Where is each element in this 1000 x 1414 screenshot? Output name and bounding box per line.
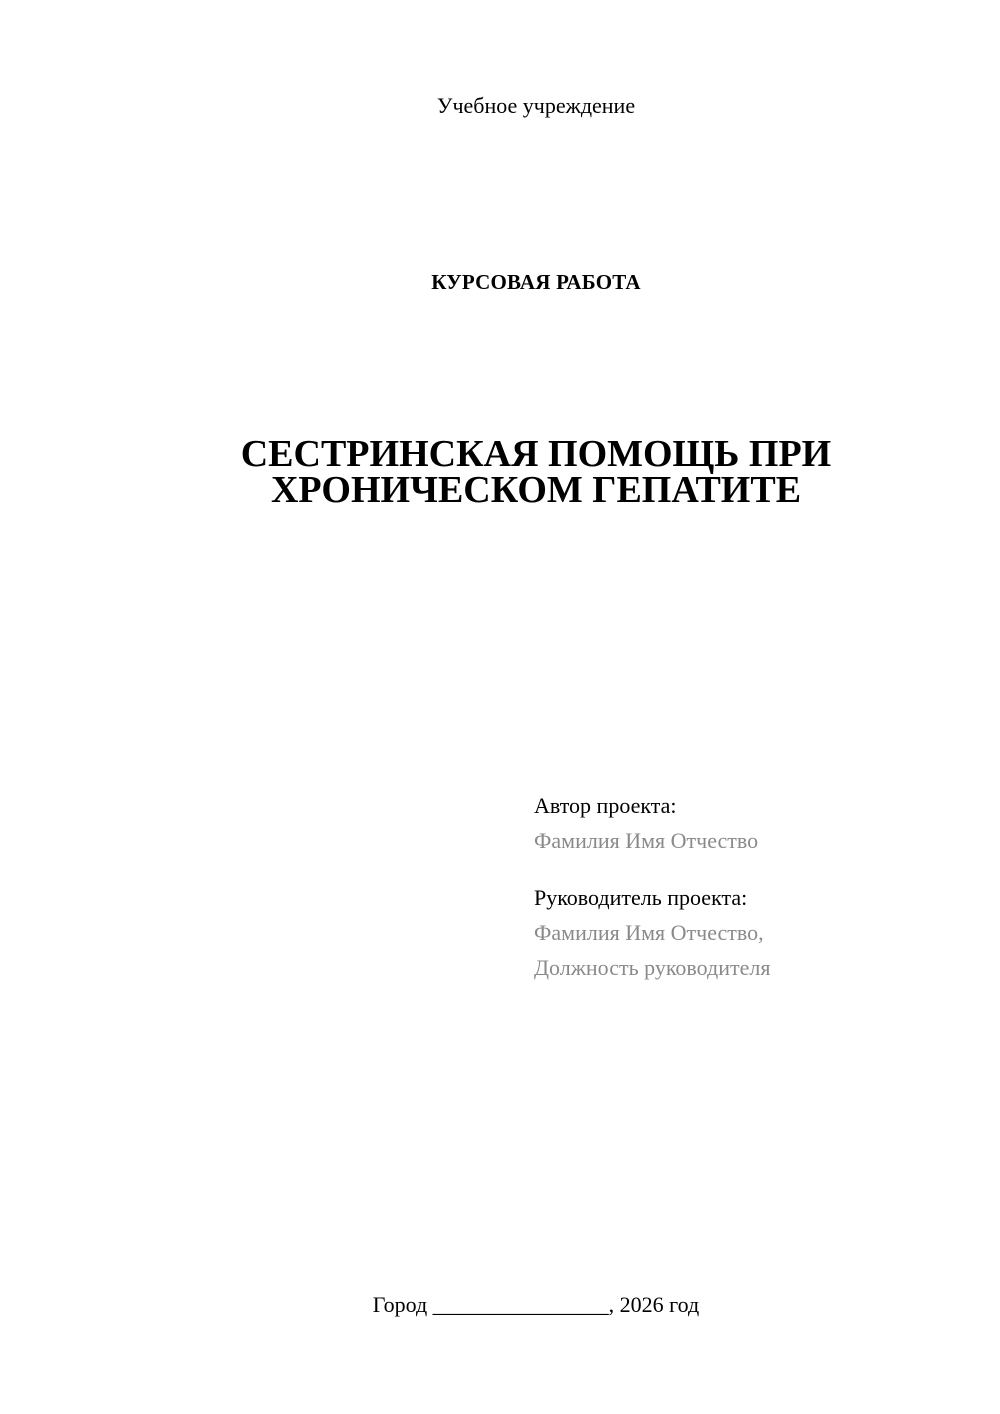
author-label: Автор проекта: xyxy=(534,793,677,818)
author-name: Фамилия Имя Отчество xyxy=(534,828,759,853)
work-type-heading: КУРСОВАЯ РАБОТА xyxy=(431,270,641,294)
author-block xyxy=(534,788,974,858)
credits-block xyxy=(534,788,974,985)
work-title-line-2: ХРОНИЧЕСКОМ ГЕПАТИТЕ xyxy=(270,469,802,511)
work-title-line-1: СЕСТРИНСКАЯ ПОМОЩЬ ПРИ xyxy=(240,433,832,475)
supervisor-name: Фамилия Имя Отчество, xyxy=(534,920,764,945)
supervisor-label: Руководитель проекта: xyxy=(534,885,748,910)
supervisor-block xyxy=(534,880,974,985)
supervisor-position: Должность руководителя xyxy=(534,955,771,980)
institution-name: Учебное учреждение xyxy=(436,93,636,118)
work-title xyxy=(0,433,1000,511)
city-year-line: Город ________________, 2026 год xyxy=(372,1292,700,1317)
